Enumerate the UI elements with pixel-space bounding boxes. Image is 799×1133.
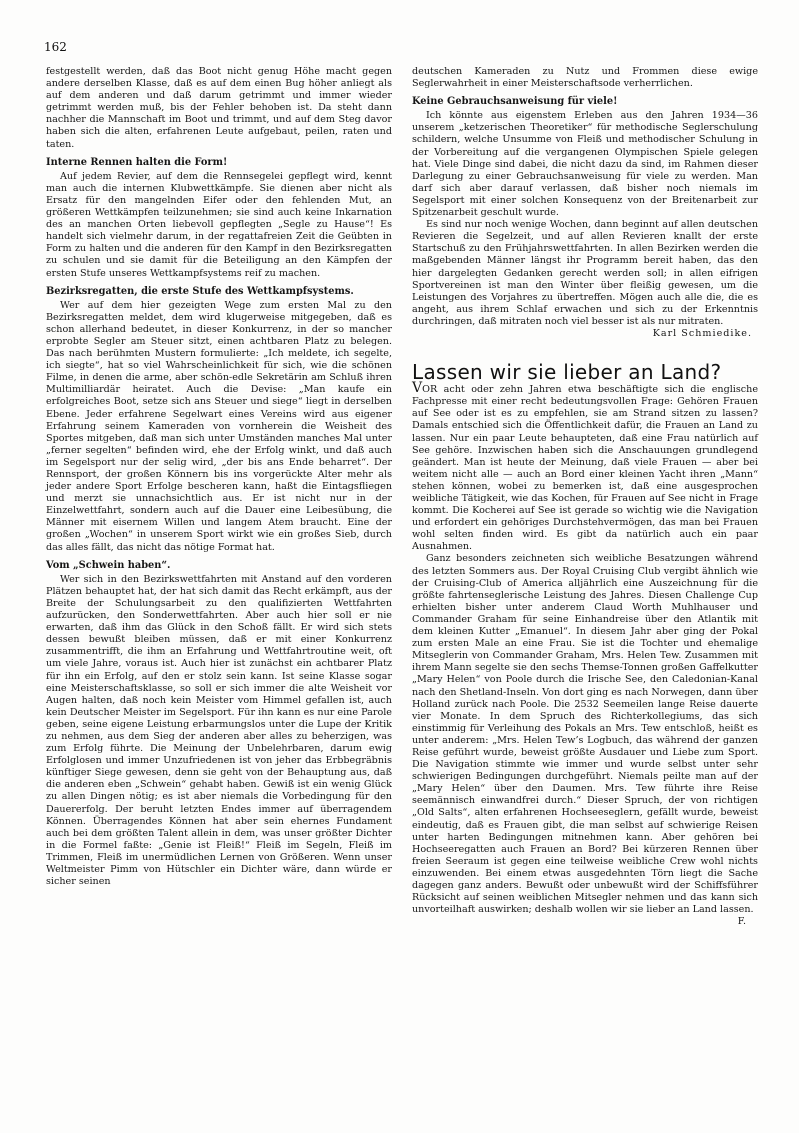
paragraph: Ganz besonders zeichneten sich weibliche Besatzungen während des letzten Sommers aus. Der Royal Cruising Club vergibt ähnlich wie der Cruising-Club of America alljährlich eine Auszeichnung für die größte fahrtenseglerische Leistung des Jahres. Diesen Challenge Cup erhielten bisher unter anderem Claud Worth Muhlhauser und Commander Graham für seine Einhandreise über den Atlantik mit dem kleinen Kutter „Emanuel“. In diesem Jahr aber ging der Pokal zum ersten Male an eine Frau. Sie ist die Tochter und ehemalige Mitseglerin von Commander Graham, Mrs. Helen Tew. Zusammen mit ihrem Mann segelte sie den sechs Themse-Tonnen großen Gaffelkutter „Mary Helen“ von Poole durch die Irische See, den Caledonian-Kanal nach den Shetland-Inseln. Von dort ging es nach Norwegen, dann über Holland zurück nach Poole. Die 2532 Seemeilen lange Reise dauerte vier Monate. In dem Spruch des Richterkollegiums, das sich einstimmig für Verleihung des Pokals an Mrs. Tew entschloß, heißt es unter anderem: „Mrs. Helen Tew’s Logbuch, das während der ganzen Reise geführt wurde, beweist größte Ausdauer und Liebe zum Sport. Die Navigation stimmte wie immer und wurde selbst unter sehr schwierigen Bedingungen durchgeführt. Niemals peilte man auf der „Mary Helen“ über den Daumen. Mrs. Tew führte ihre Reise seemännisch einwandfrei durch.“ Dieser Spruch, der von richtigen „Old Salts“, alten erfahrenen Hochseeseglern, gefällt wurde, beweist eindeutig, daß es Frauen gibt, die man selbst auf schwierige Reisen unter harten Bedingungen mitnehmen kann. Aber gehören bei Hochseeregatten auch Frauen an Bord? Bei kürzeren Rennen über freien Seeraum ist gegen eine teilweise weibliche Crew wohl nichts einzuwenden. Bei einem etwas ausgedehnten Törn liegt die Sache dagegen ganz anders. Bewußt oder unbewußt wird der Schiffsführer Rücksicht auf seinen weiblichen Mitsegler nehmen und das kann sich unvorteilhaft auswirken; deshalb wollen wir sie lieber an Land lassen. (412, 553, 758, 916)
article-headline: Lassen wir sie lieber an Land? (412, 360, 722, 385)
section-heading: Keine Gebrauchsanweisung für viele! (412, 96, 618, 108)
page-number: 162 (44, 40, 67, 54)
section-heading: Interne Rennen halten die Form! (46, 156, 228, 168)
section-heading: Vom „Schwein haben“. (46, 559, 171, 571)
author-initial: F. (737, 916, 746, 928)
section-heading: Bezirksregatten, die erste Stufe des Wettkampfsystems. (46, 285, 354, 297)
author-signature: Karl Schmiedike. (652, 327, 752, 339)
paragraph: Wer sich in den Bezirkswettfahrten mit Anstand auf den vorderen Plätzen behauptet hat, der hat sich damit das Recht erkämpft, aus der Breite der Schulungsarbeit zu den qualifizierten Wettfahrten aufzurücken, den Sonderwettfahrten. Aber auch hier soll er nie erwarten, daß ihm das Glück in den Schoß fällt. Er wird sich stets dessen bewußt bleiben müssen, daß er mit einer Konkurrenz zusammentrifft, die ihm an Erfahrung und Wettfahrtroutine weit, oft um viele Jahre, voraus ist. Auch hier ist zunächst ein achtbarer Platz für ihn ein Erfolg, auf den er stolz sein kann. Ist seine Klasse sogar eine Meisterschaftsklasse, so soll er sich immer die alte Weisheit vor Augen halten, daß noch kein Meister vom Himmel gefallen ist, auch kein Deutscher Meister im Segelsport. Für ihn kann es nur eine Parole geben, seine eigene Leistung erbarmungslos unter die Lupe der Kritik zu nehmen, aus dem Sieg der anderen aber alles zu beherzigen, was zum Erfolg führte. Die Meinung der Unbelehrbaren, darum ewig Erfolglosen und immer Unzufriedenen ist von jeher das Erbbegräbnis künftiger Siege gewesen, denn sie geht von der Behauptung aus, daß die anderen eben „Schwein“ gehabt haben. Gewiß ist ein wenig Glück zu allen Dingen nötig; es ist aber niemals die Vorbedingung für den Dauererfolg. Der beruht letzten Endes immer auf überragendem Können. Überragendes Können hat aber sein ehernes Fundament auch bei dem größten Talent allein in dem, was unser größter Dichter in die Formel faßte: „Genie ist Fleiß!“ Fleiß im Segeln, Fleiß im Trimmen, Fleiß im unermüdlichen Lernen von Größeren. Wenn unser Weltmeister Pimm von Hütschler ein Dichter wäre, dann würde er sicher seinen (46, 573, 392, 888)
left-column (46, 66, 392, 888)
lead-paragraph: VOR acht oder zehn Jahren etwa beschäftigte sich die englische Fachpresse mit einer recht bedeutungsvollen Frage: Gehören Frauen auf See oder ist es zu empfehlen, sie am Strand sitzen zu lassen? Damals entschied sich die Öffentlichkeit dafür, die Frauen an Land zu lassen. Nur ein paar Leute behaupteten, daß eine Frau natürlich auf See gehöre. Inzwischen haben sich die Anschauungen grundlegend geändert. Man ist heute der Meinung, daß viele Frauen — aber bei weitem nicht alle — auch an Bord einer kleinen Yacht ihren „Mann“ stehen können, wobei zu bemerken ist, daß eine ausgesprochen weibliche Tätigkeit, wie das Kochen, für Frauen auf See nicht in Frage kommt. Die Kocherei auf See ist gerade so wichtig wie die Navigation und erfordert ein gehöriges Durchstehvermögen, das man bei Frauen wohl selten finden wird. Es gibt da natürlich auch ein paar Ausnahmen. (412, 380, 758, 553)
paragraph: Es sind nur noch wenige Wochen, dann beginnt auf allen deutschen Revieren die Segelzeit, und auf allen Revieren knallt der erste Startschuß zu den Frühjahrswettfahrten. In allen Bezirken werden die maßgebenden Männer längst ihr Programm bereit haben, das den hier dargelegten Gedanken gerecht werden soll; in allen eifrigen Sportvereinen ist man den Winter über fleißig gewesen, um die Leistungen des Vorjahres zu übertreffen. Mögen auch alle die, die es angeht, aus ihrem Schlaf erwachen und sich zu der Erkenntnis durchringen, daß mitraten noch viel besser ist als nur mitraten. (412, 219, 758, 327)
right-column (412, 66, 758, 928)
paragraph: deutschen Kameraden zu Nutz und Frommen diese ewige Seglerwahrheit in einer Meisterschaftsode verherrlichen. (412, 66, 758, 90)
paragraph: festgestellt werden, daß das Boot nicht genug Höhe macht gegen andere derselben Klasse, daß es auf dem einen Bug höher anliegt als auf dem anderen und daß darum getrimmt und immer wieder getrimmt werden muß, bis der Fehler behoben ist. Da steht dann nachher die Mannschaft im Boot und trimmt, und auf dem Steg davor haben sich die alten, erfahrenen Leute aufgebaut, peilen, raten und taten. (46, 66, 392, 150)
paragraph: Auf jedem Revier, auf dem die Rennsegelei gepflegt wird, kennt man auch die internen Klubwettkämpfe. Sie dienen aber nicht als Ersatz für den mangelnden Eifer oder den fehlenden Mut, an größeren Wettkämpfen teilzunehmen; sie sind auch keine Inkarnation des an manchen Orten liebevoll gepflegten „Segle zu Hause“! Es handelt sich vielmehr darum, in der regattafreien Zeit die Geübten in Form zu halten und die anderen für den Kampf in den Bezirksregatten zu schulen und sie damit für die Beteiligung an den Kämpfen der ersten Stufe unseres Wettkampfsystems reif zu machen. (46, 170, 392, 279)
paragraph: Ich könnte aus eigenstem Erleben aus den Jahren 1934—36 unserem „ketzerischen Theoretiker“ für methodische Seglerschulung schildern, welche Unsumme von Fleiß und methodischer Schulung in der Vorbereitung auf die vergangenen Olympischen Spiele gelegen hat. Viele Dinge sind dabei, die nicht dazu da sind, im Rahmen dieser Darlegung zu einer Gebrauchsanweisung für viele zu werden. Man darf sich aber darauf verlassen, daß bisher noch niemals im Segelsport mit einer solchen Konsequenz von der Breitenarbeit zur Spitzenarbeit geschult wurde. (412, 110, 758, 219)
paragraph: Wer auf dem hier gezeigten Wege zum ersten Mal zu den Bezirksregatten meldet, dem wird klugerweise mitgegeben, daß es schon allerhand bedeutet, in dieser Konkurrenz, in der so mancher erprobte Segler am Steuer sitzt, einen achtbaren Platz zu belegen. Das nach berühmten Mustern formulierte: „Ich meldete, ich segelte, ich siegte“, hat so viel Wahrscheinlichkeit für sich, wie die schönen Filme, in denen die arme, aber schön-edle Sekretärin am Schluß ihren Multimilliardär heiratet. Auch die Devise: „Man kaufe ein erfolgreiches Boot, setze sich ans Steuer und siege“ liegt in derselben Ebene. Jeder erfahrene Segelwart eines Vereins wird aus eigener Erfahrung seinem Kameraden von vornherein die Weisheit des Sportes mitgeben, daß man sich unter Umständen manches Mal unter „ferner segelten“ befinden wird, ehe der Erfolg winkt, und daß auch im Segelsport nur der selig wird, „der bis ans Ende beharret“. Der Rennsport, der großen Könnern bis ins vorgerückte Alter mehr als jeder andere Sport Erfolge bescheren kann, haßt die Eintagsfliegen und merzt sie unnachsichtlich aus. Er ist nicht nur in der Einzelwettfahrt, sondern auch auf die Dauer eine Leibesübung, die Männer mit eisernem Willen und langem Atem braucht. Eine der großen „Wochen“ in unserem Sport wirkt wie ein großes Sieb, durch das alles fällt, das nicht das nötige Format hat. (46, 299, 392, 553)
